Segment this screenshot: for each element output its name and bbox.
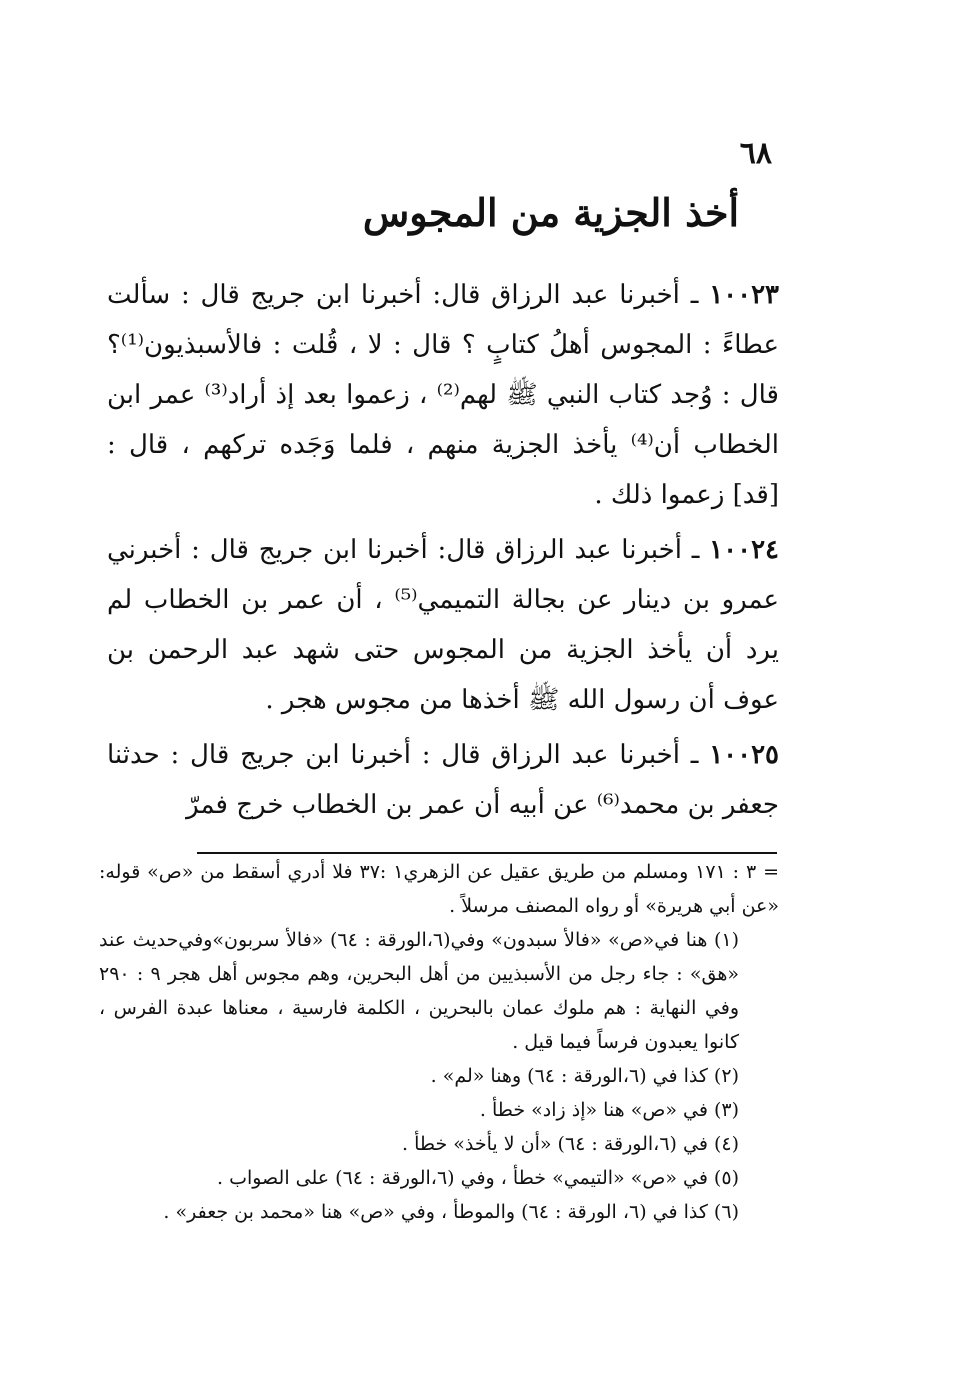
hadith-text: أخبرنا عبد الرزاق قال : أخبرنا ابن جريج قال : حدثنا جعفر بن محمد⁽⁶⁾ عن أبيه أن عمر بن الخطاب خرج فمرّ (107, 740, 779, 820)
chapter-title: أخذ الجزية من المجوس (362, 190, 740, 235)
footnote-divider (197, 852, 777, 854)
page-number: ٦٨ (739, 136, 772, 171)
footnote: (٦) كذا في (٦، الورقة : ٦٤) والموطأ ، وفي «ص» هنا «محمد بن جعفر» . (163, 1201, 739, 1223)
hadith-entry (107, 525, 779, 725)
hadith-number: ١٠٠٢٤ (709, 535, 779, 565)
hadith-number: ١٠٠٢٥ (709, 740, 780, 770)
hadith-number: ١٠٠٢٣ (709, 280, 780, 310)
hadith-entry (107, 730, 779, 830)
hadith-text: أخبرنا عبد الرزاق قال: أخبرنا ابن جريج قال : أخبرني عمرو بن دينار عن بجالة التميمي⁽⁵⁾ ، أن عمر بن الخطاب لم يرد أن يأخذ الجزية من المجوس حتى شهد عبد الرحمن بن عوف أن رسول الله ﷺ أخذها من مجوس هجر . (107, 535, 780, 715)
footnote: (٣) في «ص» هنا «إذ زاد» خطأ . (479, 1099, 739, 1121)
footnote-continuation: = ٣ : ١٧١ ومسلم من طريق عقيل عن الزهري١ :٣٧ فلا أدري أسقط من «ص» قوله: «عن أبي هريرة» أو رواه المصنف مرسلاً . (99, 861, 779, 917)
hadith-dash: ـ (679, 280, 699, 310)
footnote: (١) هنا في«ص» «فالأ سبدون» وفي(٦،الورقة : ٦٤) «فالأ سربون»وفي‌حديث عند «هق» : جاء رجل من الأسبذيين من أهل البحرين، وهم مجوس أهل هجر ٩ : ٢٩٠ وفي النهاية : هم ملوك عمان بالبحرين ، الكلمة فارسية ، معناها عبدة الفرس ، كانوا يعبدون فرساً فيما قيل . (99, 929, 739, 1053)
hadith-text: أخبرنا عبد الرزاق قال: أخبرنا ابن جريج قال : سألت عطاءً : المجوس أهلُ كتابٍ ؟ قال : لا ، قُلت : فالأسبذيون⁽¹⁾؟ قال : وُجد كتاب النبي ﷺ لهم⁽²⁾ ، زعموا بعد إذ أراد⁽³⁾ عمر ابن الخطاب أن⁽⁴⁾ يأخذ الجزية منهم ، فلما وَجَده تركهم ، قال : [قد] زعموا ذلك . (107, 280, 780, 510)
footnote: (٥) في «ص» «التيمي» خطأ ، وفي (٦،الورقة : ٦٤) على الصواب . (217, 1167, 739, 1189)
footnote: (٤) في (٦،الورقة : ٦٤) «أن لا يأخذ» خطأ . (402, 1133, 739, 1155)
hadith-dash: ـ (679, 740, 699, 770)
footnotes (99, 855, 779, 1229)
footnote: (٢) كذا في (٦،الورقة : ٦٤) وهنا «لم» . (430, 1065, 739, 1087)
hadith-dash: ـ (681, 535, 700, 565)
hadith-entry (107, 270, 779, 520)
